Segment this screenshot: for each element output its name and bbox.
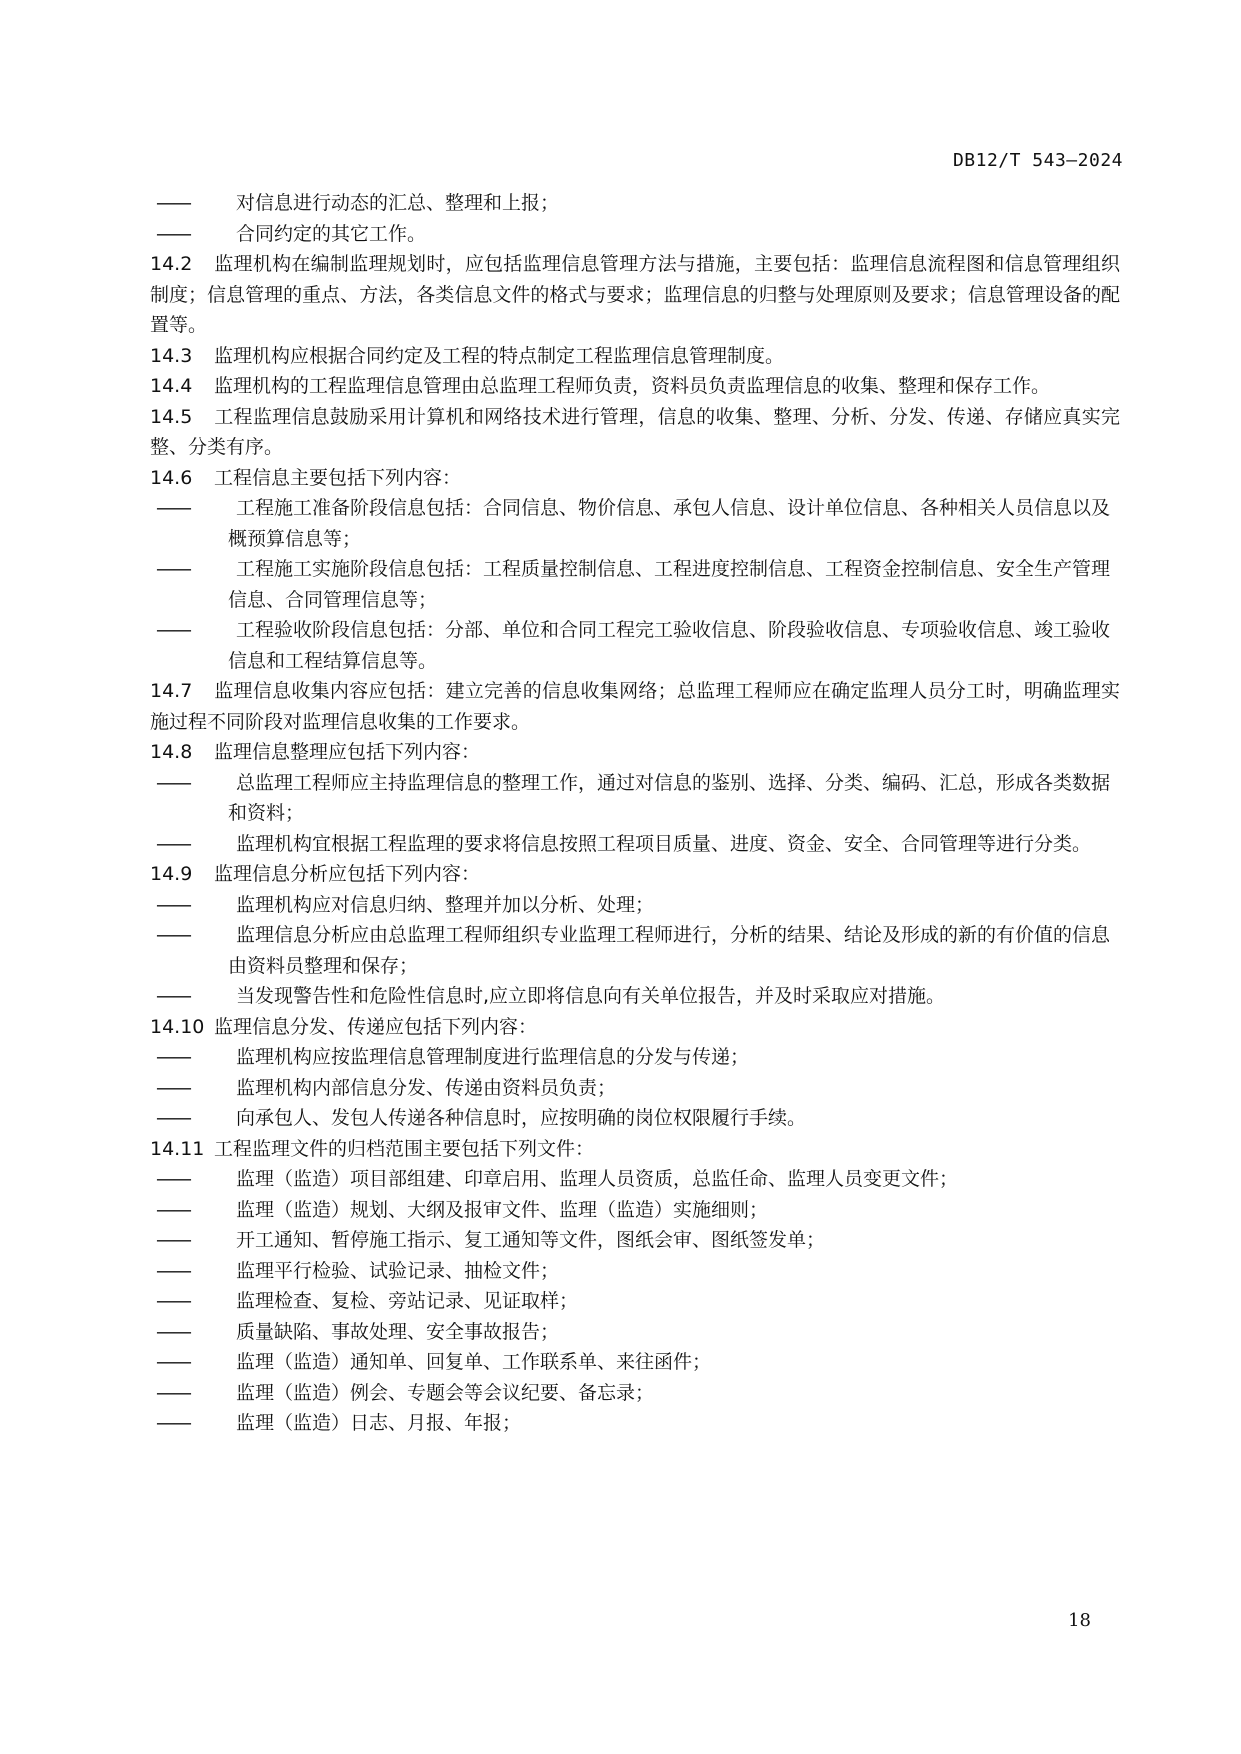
list-item xyxy=(150,829,1120,860)
list-item xyxy=(150,1042,1120,1073)
list-item xyxy=(150,1286,1120,1317)
clause-text: 监理信息收集内容应包括：建立完善的信息收集网络；总监理工程师应在确定监理人员分工时，明确监理实施过程不同阶段对监理信息收集的工作要求。 xyxy=(150,680,1120,733)
clause-number: 14.2 xyxy=(150,253,193,275)
list-item-text: 质量缺陷、事故处理、安全事故报告； xyxy=(236,1320,560,1343)
list-item-text: 监理平行检验、试验记录、抽检文件； xyxy=(236,1259,560,1282)
list-item xyxy=(150,1408,1120,1439)
clause-text: 工程信息主要包括下列内容： xyxy=(214,466,462,489)
list-item-text: 对信息进行动态的汇总、整理和上报； xyxy=(236,192,560,214)
list-dash: —— xyxy=(156,893,190,916)
list-dash: —— xyxy=(156,1076,190,1099)
clause-paragraph xyxy=(150,341,1120,372)
list-dash: —— xyxy=(156,832,190,855)
list-item xyxy=(150,219,1120,250)
list-item-text: 监理机构内部信息分发、传递由资料员负责； xyxy=(236,1076,617,1099)
list-item xyxy=(150,981,1120,1012)
list-item-text: 总监理工程师应主持监理信息的整理工作，通过对信息的鉴别、选择、分类、编码、汇总，形成各类数据和资料； xyxy=(228,771,1111,824)
list-item-text: 监理机构应对信息归纳、整理并加以分析、处理； xyxy=(236,893,655,916)
list-dash: —— xyxy=(156,1381,190,1404)
list-item xyxy=(150,920,1120,981)
list-item xyxy=(150,554,1120,615)
list-item xyxy=(150,1317,1120,1348)
list-item-text: 监理（监造）例会、专题会等会议纪要、备忘录； xyxy=(236,1381,655,1404)
list-item-text: 监理机构宜根据工程监理的要求将信息按照工程项目质量、进度、资金、安全、合同管理等进行分类。 xyxy=(236,832,1092,855)
clause-paragraph xyxy=(150,859,1120,890)
clause-paragraph xyxy=(150,676,1120,737)
list-dash: —— xyxy=(156,1198,190,1221)
list-item xyxy=(150,1256,1120,1287)
list-item xyxy=(150,768,1120,829)
list-dash: —— xyxy=(156,1229,190,1251)
list-item xyxy=(150,615,1120,676)
clause-text: 工程监理文件的归档范围主要包括下列文件： xyxy=(214,1137,595,1160)
list-item xyxy=(150,1225,1120,1256)
list-item-text: 开工通知、暂停施工指示、复工通知等文件，图纸会审、图纸签发单； xyxy=(236,1229,826,1251)
list-item xyxy=(150,1164,1120,1195)
clause-number: 14.8 xyxy=(150,741,193,763)
list-item xyxy=(150,1103,1120,1134)
list-item-text: 工程施工准备阶段信息包括：合同信息、物价信息、承包人信息、设计单位信息、各种相关人员信息以及概预算信息等； xyxy=(228,497,1111,550)
clause-number: 14.5 xyxy=(150,405,193,428)
clause-text: 监理机构应根据合同约定及工程的特点制定工程监理信息管理制度。 xyxy=(214,344,785,367)
list-item-text: 工程验收阶段信息包括：分部、单位和合同工程完工验收信息、阶段验收信息、专项验收信息、竣工验收信息和工程结算信息等。 xyxy=(228,619,1111,672)
list-item-text: 监理（监造）规划、大纲及报审文件、监理（监造）实施细则； xyxy=(236,1198,769,1221)
list-item-text: 监理（监造）日志、月报、年报； xyxy=(236,1412,522,1434)
list-dash: —— xyxy=(156,1320,190,1343)
list-item xyxy=(150,188,1120,219)
clause-paragraph xyxy=(150,737,1120,768)
list-dash: —— xyxy=(156,771,190,794)
list-dash: —— xyxy=(156,985,190,1007)
document-body xyxy=(150,188,1120,1439)
clause-number: 14.4 xyxy=(150,375,193,397)
clause-text: 监理机构的工程监理信息管理由总监理工程师负责，资料员负责监理信息的收集、整理和保存工作。 xyxy=(214,375,1051,397)
list-dash: —— xyxy=(156,1046,190,1068)
clause-paragraph xyxy=(150,1012,1120,1043)
list-dash: —— xyxy=(156,1412,190,1434)
standard-code: DB12/T 543—2024 xyxy=(952,150,1123,171)
list-dash: —— xyxy=(156,1107,190,1129)
clause-paragraph xyxy=(150,1134,1120,1165)
list-item-text: 监理信息分析应由总监理工程师组织专业监理工程师进行，分析的结果、结论及形成的新的有价值的信息由资料员整理和保存； xyxy=(228,924,1111,977)
list-item xyxy=(150,1378,1120,1409)
list-item xyxy=(150,493,1120,554)
list-item xyxy=(150,1073,1120,1104)
clause-text: 监理信息整理应包括下列内容： xyxy=(214,741,481,763)
clause-text: 监理信息分发、传递应包括下列内容： xyxy=(214,1015,538,1038)
list-item-text: 合同约定的其它工作。 xyxy=(236,222,427,245)
list-dash: —— xyxy=(156,1168,190,1190)
list-item-text: 监理检查、复检、旁站记录、见证取样； xyxy=(236,1290,579,1312)
clause-number: 14.6 xyxy=(150,466,193,489)
clause-number: 14.11 xyxy=(150,1137,205,1160)
list-dash: —— xyxy=(156,924,190,946)
list-dash: —— xyxy=(156,1290,190,1312)
list-dash: —— xyxy=(156,1259,190,1282)
clause-paragraph xyxy=(150,249,1120,341)
list-item xyxy=(150,1195,1120,1226)
page-number: 18 xyxy=(1068,1610,1091,1631)
list-item-text: 当发现警告性和危险性信息时,应立即将信息向有关单位报告，并及时采取应对措施。 xyxy=(236,985,946,1007)
clause-number: 14.7 xyxy=(150,680,193,702)
clause-text: 工程监理信息鼓励采用计算机和网络技术进行管理，信息的收集、整理、分析、分发、传递、存储应真实完整、分类有序。 xyxy=(150,405,1120,458)
clause-number: 14.10 xyxy=(150,1015,205,1038)
clause-text: 监理信息分析应包括下列内容： xyxy=(214,863,481,885)
list-item-text: 监理机构应按监理信息管理制度进行监理信息的分发与传递； xyxy=(236,1046,750,1068)
list-item xyxy=(150,890,1120,921)
clause-paragraph xyxy=(150,371,1120,402)
list-dash: —— xyxy=(156,558,190,580)
list-item xyxy=(150,1347,1120,1378)
list-dash: —— xyxy=(156,619,190,641)
clause-number: 14.9 xyxy=(150,863,193,885)
clause-number: 14.3 xyxy=(150,344,193,367)
list-dash: —— xyxy=(156,1351,190,1373)
list-dash: —— xyxy=(156,192,190,214)
list-item-text: 监理（监造）项目部组建、印章启用、监理人员资质，总监任命、监理人员变更文件； xyxy=(236,1168,959,1190)
list-item-text: 向承包人、发包人传递各种信息时，应按明确的岗位权限履行手续。 xyxy=(236,1107,807,1129)
list-item-text: 工程施工实施阶段信息包括：工程质量控制信息、工程进度控制信息、工程资金控制信息、安全生产管理信息、合同管理信息等； xyxy=(228,558,1111,611)
clause-text: 监理机构在编制监理规划时，应包括监理信息管理方法与措施，主要包括：监理信息流程图和信息管理组织制度；信息管理的重点、方法，各类信息文件的格式与要求；监理信息的归整与处理原则及要求；信息管理设备的配置等。 xyxy=(150,253,1120,336)
list-item-text: 监理（监造）通知单、回复单、工作联系单、来往函件； xyxy=(236,1351,712,1373)
clause-paragraph xyxy=(150,463,1120,494)
list-dash: —— xyxy=(156,497,190,519)
clause-paragraph xyxy=(150,402,1120,463)
list-dash: —— xyxy=(156,222,190,245)
